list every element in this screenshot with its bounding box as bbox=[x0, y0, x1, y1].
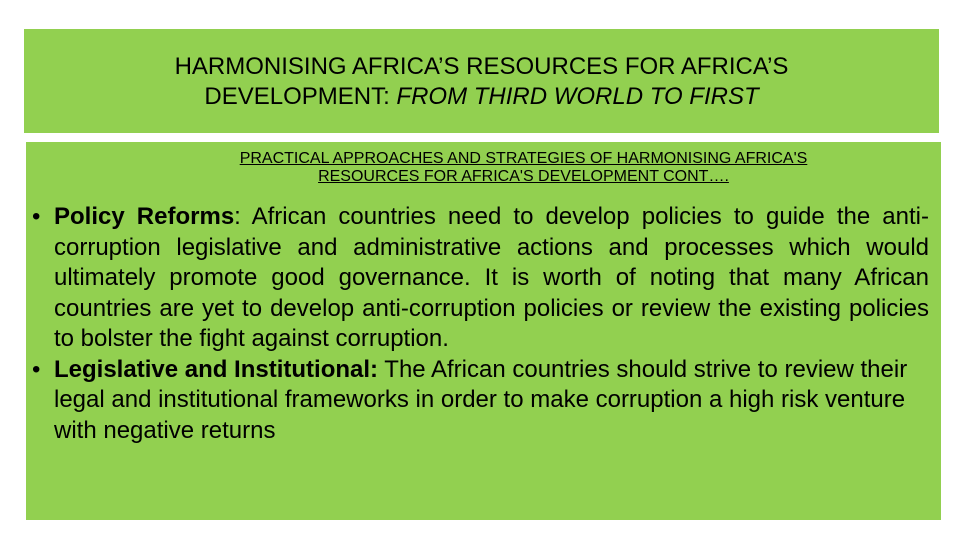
title-line-1: HARMONISING AFRICA’S RESOURCES FOR AFRICA’S bbox=[174, 53, 789, 80]
title-line-2-prefix: DEVELOPMENT: bbox=[204, 83, 397, 110]
subtitle-line-2: RESOURCES FOR AFRICA'S DEVELOPMENT CONT…. bbox=[318, 168, 729, 185]
bullet-marker: • bbox=[32, 355, 41, 383]
section-subtitle bbox=[156, 150, 891, 186]
bullet-item-policy-reforms bbox=[26, 202, 929, 355]
bullet-list bbox=[26, 202, 929, 446]
subtitle-line-1: PRACTICAL APPROACHES AND STRATEGIES OF HARMONISING AFRICA'S bbox=[239, 150, 808, 167]
title-line-2 bbox=[204, 82, 758, 112]
bullet-item-legislative bbox=[26, 355, 929, 447]
bullet-text: The African countries should strive to review their legal and institutional frameworks in order to make corruption a high risk venture with negative returns bbox=[54, 355, 908, 444]
content-box bbox=[26, 142, 941, 520]
title-box bbox=[24, 29, 939, 133]
bullet-marker: • bbox=[32, 203, 41, 230]
title-line-2-italic: FROM THIRD WORLD TO FIRST bbox=[396, 83, 759, 110]
bullet-text: : African countries need to develop policies to guide the anti-corruption legislative and administrative actions and processes which would ultimately promote good governance. It is worth of noting that many African countries are yet to develop anti-corruption policies or review the existing policies to bolster the fight against corruption. bbox=[54, 203, 929, 352]
bullet-heading: Policy Reforms bbox=[54, 203, 235, 230]
bullet-heading: Legislative and Institutional: bbox=[54, 355, 379, 383]
